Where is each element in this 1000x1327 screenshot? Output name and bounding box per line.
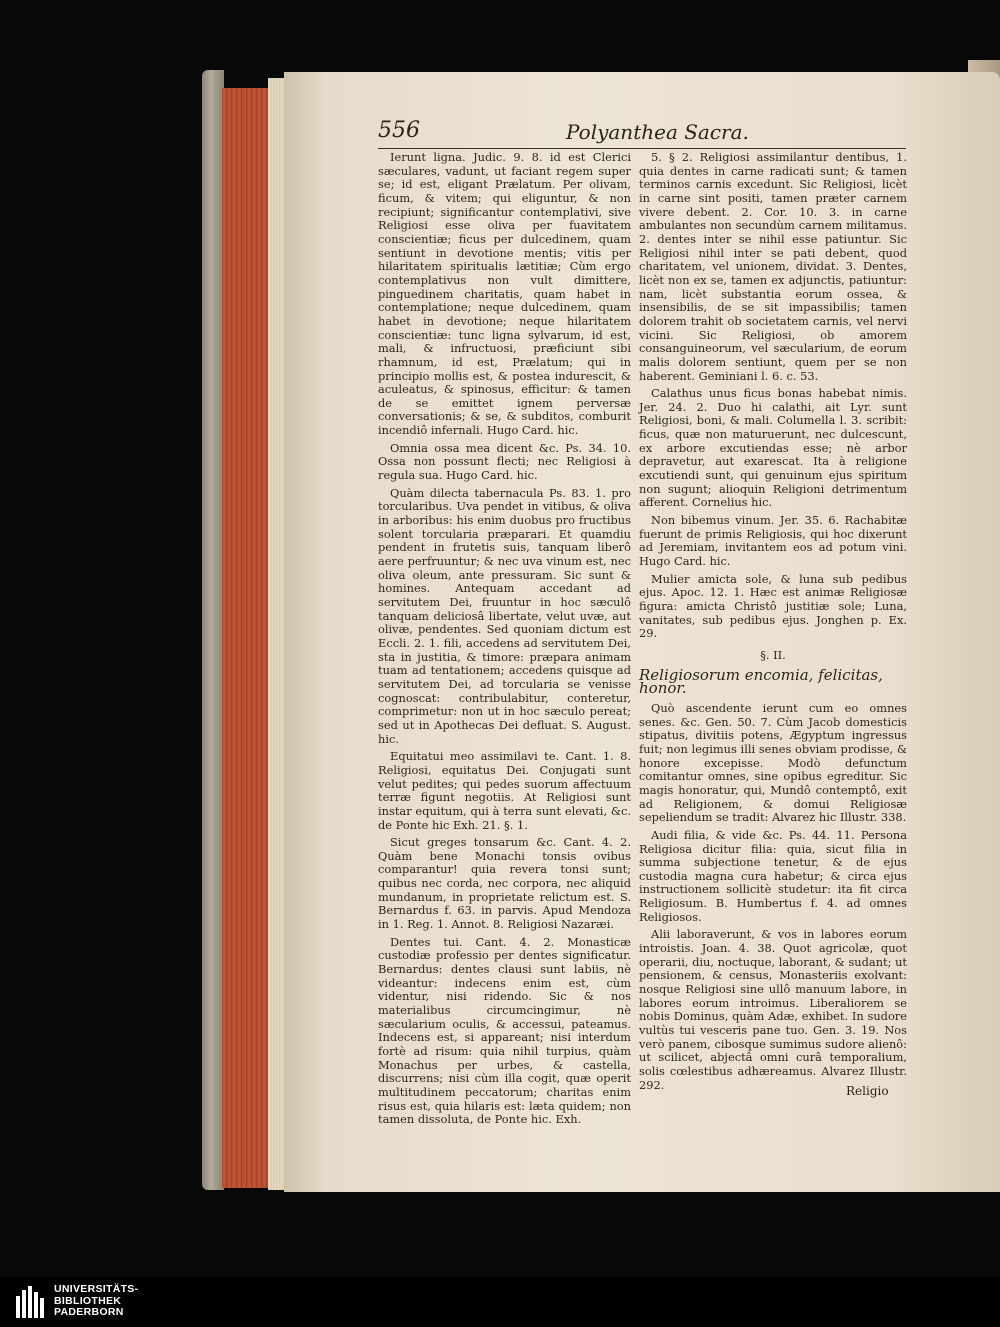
page-number: 556 (378, 118, 420, 143)
red-page-edges (222, 88, 272, 1188)
library-name (54, 1284, 138, 1319)
section-number: §. II. (760, 647, 786, 662)
paragraph: Calathus unus ficus bonas habebat nimis. Jer. 24. 2. Duo hi calathi, ait Lyr. sunt Religiosi, boni, & mali. Columella l. 3. scribit: ficus, quæ non maturuerunt, nec dulcescunt, ex arbore excutiendas esse; nè arbor depravetur, aut exarescat. Ita à religione excutiendi sunt, qui genuinum ejus spiritum non sugunt; alioquin Religioni detrimentum afferent. Cornelius hic. (639, 386, 907, 510)
paragraph: Quò ascendente ierunt cum eo omnes senes. &c. Gen. 50. 7. Cùm Jacob domesticis stipatus, divitiis potens, Ægyptum ingressus fuit; non legimus illi senes obviam prodisse, & honore excepisse. Modò defunctum comitantur omnes, sine opibus egreditur. Sic magis honoratur, qui, Mundô contemptô, exit ad Religionem, & domui Religiosæ sepeliendum se tradit: Alvarez hic Illustr. 338. (639, 700, 907, 825)
library-name-line1: UNIVERSITÄTS- (54, 1283, 139, 1295)
library-logo-icon (16, 1286, 46, 1318)
book-cover-edge (202, 70, 224, 1190)
library-footer (0, 1277, 1000, 1327)
paragraph: Omnia ossa mea dicent &c. Ps. 34. 10. Ossa non possunt flecti; nec Religiosi à regula sua. Hugo Card. hic. (378, 440, 631, 483)
library-name-line3: PADERBORN (54, 1306, 124, 1318)
paragraph: 5. § 2. Religiosi assimilantur dentibus, 1. quia dentes in carne radicati sunt; & tamen terminos carnis excedunt. Sic Religiosi, licèt in carne sint positi, tamen præter carnem vivere debent. 2. Cor. 10. 3. in carne ambulantes non secundùm carnem militamus. 2. dentes inter se nihil esse patiuntur. Sic Religiosi nihil inter se pati debent, quod charitatem, vel unionem, dividat. 3. Dentes, licèt non ex se, tamen ex adjunctis, patiuntur: nam, licèt substantia eorum ossea, & insensibilis, de se sit impassibilis; tamen dolorem trahit ob societatem carnis, vel nervi vicini. Sic Religiosi, ob amorem consanguineorum, vel sæcularium, de eorum malis dolorem sentiunt, quem per se non haberent. Geminiani l. 6. c. 53. (639, 150, 907, 383)
header-rule (378, 148, 906, 149)
running-title: Polyanthea Sacra. (566, 120, 749, 144)
paragraph: Mulier amicta sole, & luna sub pedibus ejus. Apoc. 12. 1. Hæc est animæ Religiosæ figura: amicta Christô justitiæ sole; Luna, vanitates, sub pedibus ejus. Jonghen p. Ex. 29. (639, 571, 907, 641)
library-name-line2: BIBLIOTHEK (54, 1294, 122, 1307)
section-heading: Religiosorum encomia, felicitas, honor. (639, 665, 883, 698)
paragraph: Quàm dilecta tabernacula Ps. 83. 1. pro torcularibus. Uva pendet in vitibus, & oliva in arboribus: his enim duobus pro fructibus solent torcularia præparari. Et quamdiu pendent in frutetis suis, tanquam liberô aere perfruuntur; & nec uva vinum est, nec oliva oleum, ante pressuram. Sic sunt & homines. Antequam accedant ad servitutem Dei, fruuntur in hoc sæculô tanquam deliciosâ libertate, velut uvæ, aut olivæ, pendentes. Sed quoniam dictum est Eccli. 2. 1. fili, accedens ad servitutem Dei, sta in justitia, & timore: præpara animam tuam ad tentationem; accedens quisque ad servitutem Dei, ad torcularia se venisse cognoscat: contribulabitur, conteretur, comprimetur: non ut in hoc sæculo pereat; sed ut in Apothecas Dei defluat. S. August. hic. (378, 485, 631, 746)
catchword: Religio (846, 1084, 889, 1098)
paragraph: Non bibemus vinum. Jer. 35. 6. Rachabitæ fuerunt de primis Religiosis, qui hoc dixerunt ad Jeremiam, invitantem eos ad potum vini. Hugo Card. hic. (639, 513, 907, 569)
paragraph: Dentes tui. Cant. 4. 2. Monasticæ custodiæ professio per dentes significatur. Bernardus: dentes clausi sunt labiis, nè videantur: indecens enim est, cùm videntur, nisi ridendo. Sic & nos materialibus circumcingimur, nè sæcularium oculis, & accessui, pateamus. Indecens est, si appareant; nisi interdum fortè ad risum: quia nihil turpius, quàm Monachus per urbes, & castella, discurrens; nisi cùm illa cogit, quæ operit multitudinem peccatorum; charitas enim risus est, quia hilaris est: læta quidem; non tamen dissoluta, de Ponte hic. Exh. (378, 934, 631, 1127)
left-column (378, 150, 631, 1127)
running-head (378, 118, 906, 150)
paragraph: Sicut greges tonsarum &c. Cant. 4. 2. Quàm bene Monachi tonsis ovibus comparantur! quia revera tonsi sunt; quibus nec corda, nec corpora, nec aliquid mundanum, in proprietate relictum est. S. Bernardus f. 63. in parvis. Apud Mendoza in 1. Reg. 1. Annot. 8. Religiosi Nazaræi. (378, 835, 631, 932)
paragraph: Alii laboraverunt, & vos in labores eorum introistis. Joan. 4. 38. Quot agricolæ, quot operarii, diu, noctuque, laborant, & sudant; ut pensionem, & census, Monasteriis exolvant: nosque Religiosi sine ullô manuum labore, in labores eorum introimus. Liberaliorem se nobis Dominus, quàm Adæ, exhibet. In sudore vultùs tui vesceris pane tuo. Gen. 3. 19. Nos verò panem, cibosque sumimus sudore alienô: ut scilicet, abjectâ omni curâ temporalium, solis cœlestibus adhæreamus. Alvarez Illustr. 292. (639, 927, 907, 1092)
paragraph: Audi filia, & vide &c. Ps. 44. 11. Persona Religiosa dicitur filia: quia, sicut filia in summa subjectione tenetur, & de ejus custodia magna cura habetur; & circa ejus instructionem sollicitè studetur: ita fit circa Religiosum. B. Humbertus f. 4. ad omnes Religiosos. (639, 827, 907, 924)
paragraph: Ierunt ligna. Judic. 9. 8. id est Clerici sæculares, vadunt, ut faciant regem super se; id est, eligant Prælatum. Per olivam, ficum, & vitem; qui eliguntur, & non recipiunt; significantur contemplativi, sive Religiosi esse oliva per fuavitatem conscientiæ; ficus per dulcedinem, quam sentiunt in devotione mentis; vitis per hilaritatem spiritualis lætitiæ; Cùm ergo contemplativus non vult dimittere, pinguedinem charitatis, quam habet in contemplatione; neque dulcedinem, quam habet in devotione; neque hilaritatem conscientiæ: tunc ligna sylvarum, id est, mali, & infructuosi, præficiunt sibi rhamnum, id est, Prælatum; qui in principio mollis est, & postea indurescit, & aculeatus, & spinosus, efficitur: & tamen de se emittet ignem perversæ conversationis; & se, & subditos, comburit incendiô infernali. Hugo Card. hic. (378, 150, 631, 438)
right-column (639, 150, 907, 1092)
paragraph: Equitatui meo assimilavi te. Cant. 1. 8. Religiosi, equitatus Dei. Conjugati sunt velut pedites; qui pedes suorum affectuum terræ figunt negotiis. At Religiosi sunt instar equitum, qui à terra sunt elevati, &c. de Ponte hic Exh. 21. §. 1. (378, 749, 631, 832)
